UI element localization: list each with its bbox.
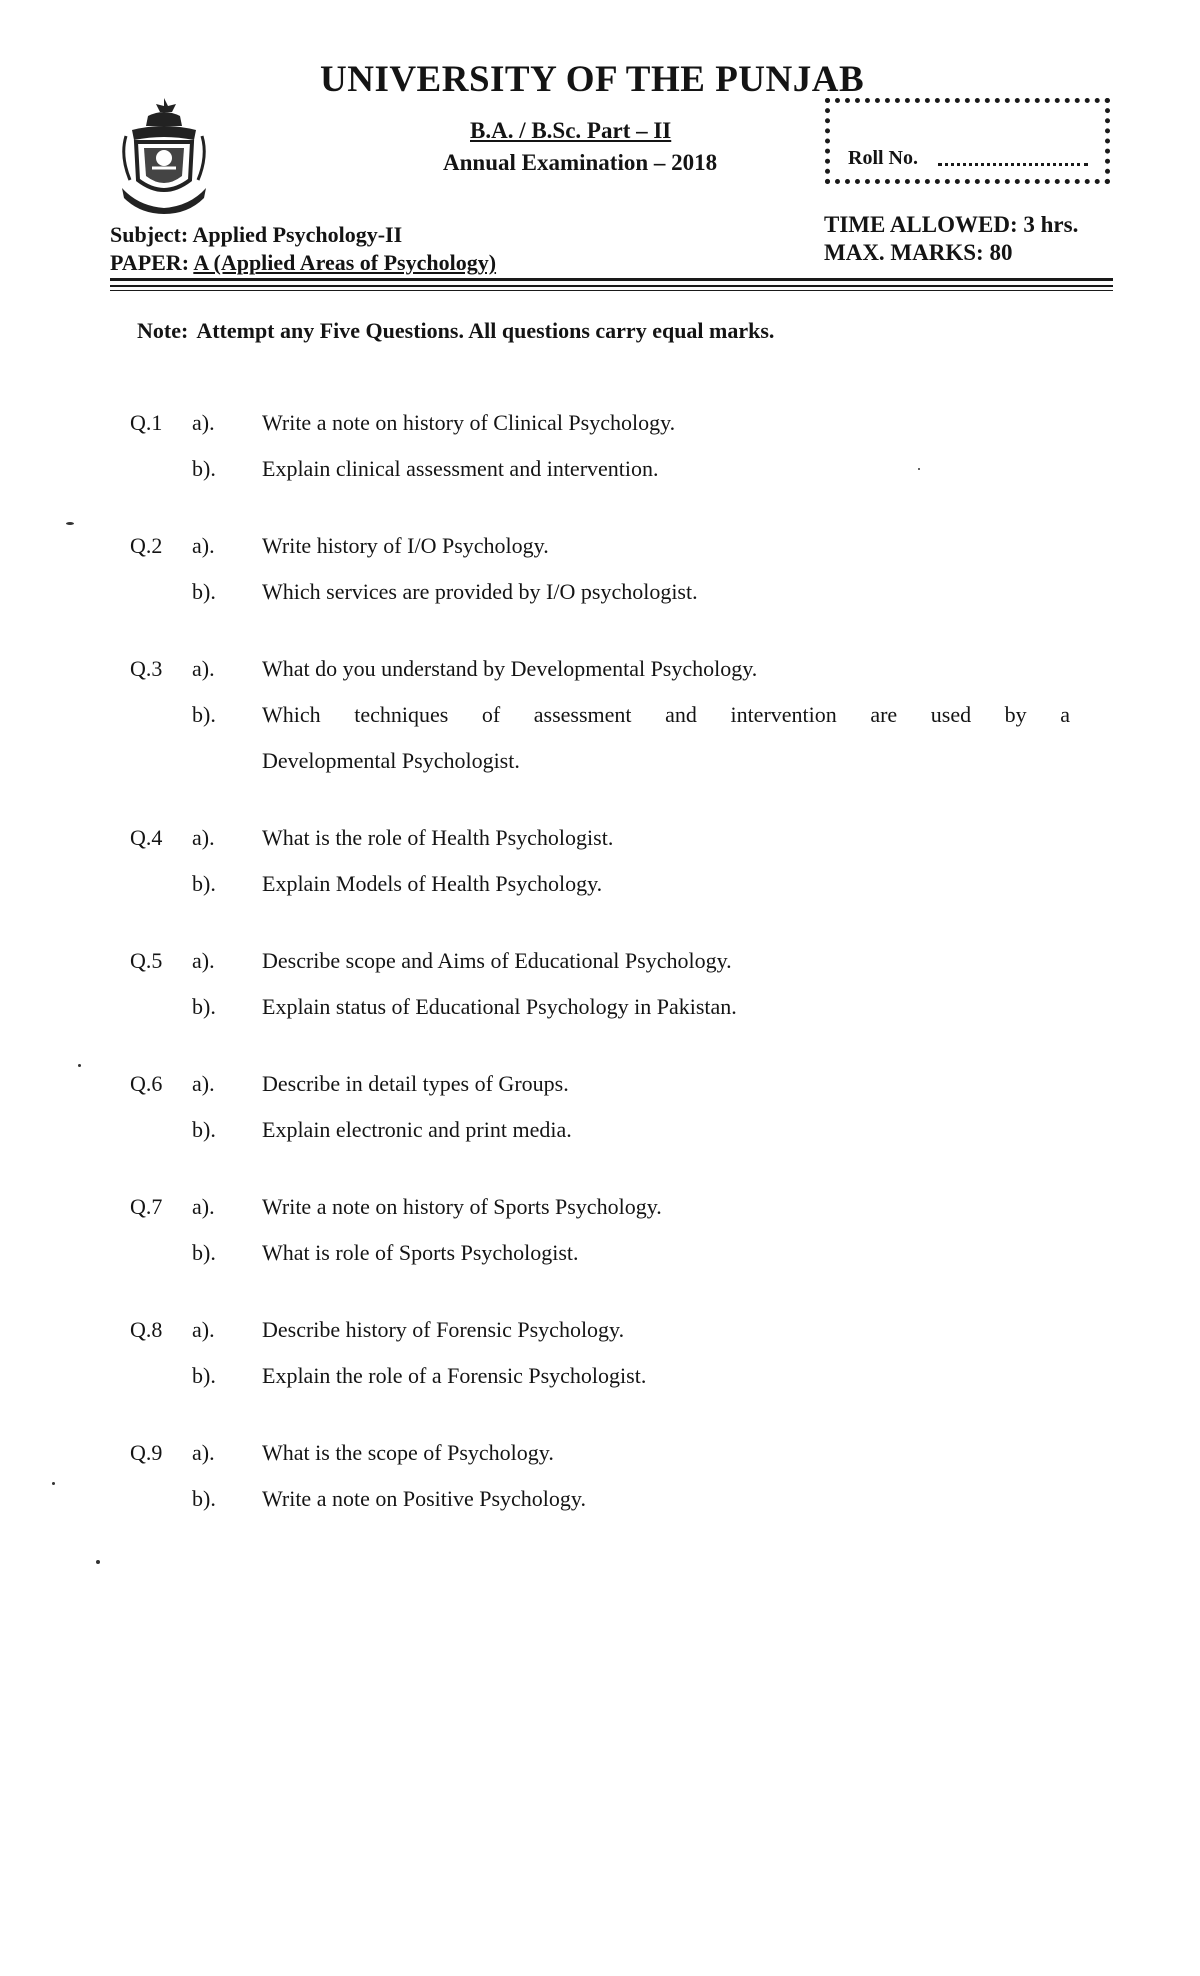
question-part-a: Write a note on history of Sports Psychology. bbox=[262, 1194, 662, 1219]
question-part-a: Write a note on history of Clinical Psychology. bbox=[262, 410, 676, 435]
question-part-b: Which services are provided by I/O psychologist. bbox=[262, 579, 698, 604]
scan-speck bbox=[52, 1482, 55, 1485]
question-number: Q.5 bbox=[130, 948, 163, 973]
part-label: a). bbox=[192, 656, 215, 681]
question-1 bbox=[130, 400, 1070, 492]
part-label: a). bbox=[192, 1440, 215, 1465]
scan-speck bbox=[66, 522, 74, 525]
part-label: b). bbox=[192, 1486, 216, 1511]
question-number: Q.3 bbox=[130, 656, 163, 681]
part-label: b). bbox=[192, 1240, 216, 1265]
max-marks: MAX. MARKS: 80 bbox=[824, 240, 1013, 265]
university-crest-icon bbox=[118, 96, 210, 216]
question-part-b: Explain clinical assessment and intervention. bbox=[262, 456, 659, 481]
question-number: Q.6 bbox=[130, 1071, 163, 1096]
part-label: b). bbox=[192, 871, 216, 896]
paper-line bbox=[110, 250, 496, 276]
question-part-a: What is the role of Health Psychologist. bbox=[262, 825, 614, 850]
roll-number-label: Roll No. bbox=[848, 147, 918, 169]
part-label: b). bbox=[192, 456, 216, 481]
question-part-a: Write history of I/O Psychology. bbox=[262, 533, 549, 558]
header-divider bbox=[110, 290, 1113, 291]
question-6 bbox=[130, 1061, 1070, 1153]
question-9 bbox=[130, 1430, 1070, 1522]
roll-number-box bbox=[825, 98, 1110, 184]
part-label: b). bbox=[192, 1117, 216, 1142]
question-4 bbox=[130, 815, 1070, 907]
exam-title: Annual Examination – 2018 bbox=[443, 150, 718, 175]
subject-line: Subject: Applied Psychology-II bbox=[110, 222, 403, 247]
question-part-a: Describe in detail types of Groups. bbox=[262, 1071, 569, 1096]
university-title: UNIVERSITY OF THE PUNJAB bbox=[320, 59, 865, 100]
part-label: b). bbox=[192, 579, 216, 604]
part-label: a). bbox=[192, 533, 215, 558]
note-text: Attempt any Five Questions. All questions carry equal marks. bbox=[196, 318, 775, 343]
question-5 bbox=[130, 938, 1070, 1030]
time-allowed: TIME ALLOWED: 3 hrs. bbox=[824, 212, 1079, 237]
paper-title: A (Applied Areas of Psychology) bbox=[193, 250, 497, 275]
header-divider bbox=[110, 278, 1113, 281]
question-part-b: Explain status of Educational Psychology in Pakistan. bbox=[262, 994, 737, 1019]
question-number: Q.4 bbox=[130, 825, 163, 850]
question-part-a: What is the scope of Psychology. bbox=[262, 1440, 554, 1465]
question-number: Q.9 bbox=[130, 1440, 163, 1465]
paper-prefix: PAPER: bbox=[110, 250, 190, 275]
part-label: b). bbox=[192, 994, 216, 1019]
question-8 bbox=[130, 1307, 1070, 1399]
question-list bbox=[130, 400, 1070, 1553]
part-label: a). bbox=[192, 825, 215, 850]
header-divider bbox=[110, 285, 1113, 287]
question-number: Q.8 bbox=[130, 1317, 163, 1342]
question-part-b: Explain electronic and print media. bbox=[262, 1117, 572, 1142]
part-label: a). bbox=[192, 1317, 215, 1342]
question-part-a: Describe scope and Aims of Educational Psychology. bbox=[262, 948, 732, 973]
question-2 bbox=[130, 523, 1070, 615]
part-label: b). bbox=[192, 1363, 216, 1388]
part-label: a). bbox=[192, 410, 215, 435]
note-label: Note: bbox=[137, 318, 189, 343]
question-number: Q.1 bbox=[130, 410, 163, 435]
question-part-a: Describe history of Forensic Psychology. bbox=[262, 1317, 625, 1342]
question-part-b: Which techniques of assessment and intervention are used by a bbox=[262, 702, 1070, 727]
part-label: a). bbox=[192, 1194, 215, 1219]
question-part-b: Explain the role of a Forensic Psychologist. bbox=[262, 1363, 647, 1388]
question-number: Q.2 bbox=[130, 533, 163, 558]
question-7 bbox=[130, 1184, 1070, 1276]
part-label: a). bbox=[192, 1071, 215, 1096]
question-part-b-continued: Developmental Psychologist. bbox=[262, 748, 520, 773]
part-label: a). bbox=[192, 948, 215, 973]
scan-speck bbox=[96, 1560, 100, 1564]
question-3 bbox=[130, 646, 1070, 784]
roll-number-field bbox=[938, 163, 1088, 166]
scan-speck bbox=[78, 1064, 81, 1067]
question-number: Q.7 bbox=[130, 1194, 163, 1219]
question-part-a: What do you understand by Developmental Psychology. bbox=[262, 656, 758, 681]
instructions-note bbox=[137, 318, 774, 344]
course-title: B.A. / B.Sc. Part – II bbox=[470, 118, 672, 143]
question-part-b: What is role of Sports Psychologist. bbox=[262, 1240, 579, 1265]
part-label: b). bbox=[192, 702, 216, 727]
scan-speck bbox=[918, 468, 920, 470]
question-part-b: Write a note on Positive Psychology. bbox=[262, 1486, 586, 1511]
question-part-b: Explain Models of Health Psychology. bbox=[262, 871, 603, 896]
